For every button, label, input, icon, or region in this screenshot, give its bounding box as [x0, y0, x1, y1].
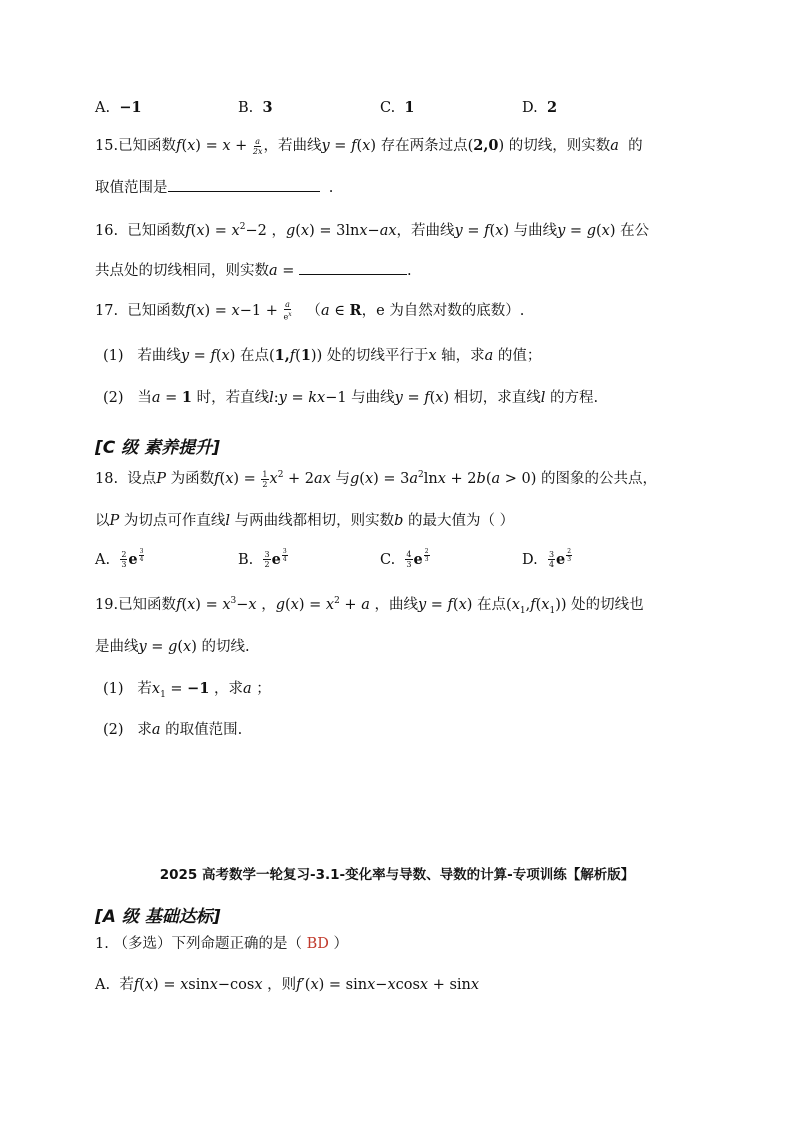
option-c: C. $\frac{4}{3}$ e $^{\frac{2}{3}}$: [380, 548, 429, 570]
section-c-heading: [C 级 素养提升]: [95, 438, 220, 458]
answer-blank: [168, 179, 320, 192]
option-c: C. 1: [380, 99, 415, 116]
option-b: B. 3: [238, 99, 273, 116]
option-a: A. $\frac{2}{3}$ e $^{\frac{3}{4}}$: [95, 548, 144, 570]
question-19-part-2: (2) 求a 的取值范围.: [103, 722, 243, 738]
document-title: 2025 高考数学一轮复习-3.1-变化率与导数、导数的计算-专项训练【解析版】: [159, 867, 635, 883]
section-a-heading: [A 级 基础达标]: [95, 907, 221, 927]
question-1-option-a: A. 若f(x) = xsinx−cosx ，则f′(x) = sinx−xcosx + sinx: [95, 977, 480, 993]
option-b: B. $\frac{3}{2}$ e $^{\frac{3}{4}}$: [238, 548, 287, 570]
option-a: A. −1: [95, 99, 142, 116]
question-1-line-1: 1. （多选）下列命题正确的是（ BD ）: [95, 936, 348, 952]
question-19-line-2: 是曲线y = g(x) 的切线.: [95, 639, 250, 655]
option-d: D. $\frac{3}{4}$ e $^{\frac{2}{3}}$: [522, 548, 572, 570]
question-15-line-2: 取值范围是 .: [95, 180, 334, 196]
question-18-line-2: 以P 为切点可作直线l 与两曲线都相切，则实数b 的最大值为（ ）: [95, 513, 515, 529]
question-15-line-1: 15.已知函数f(x) = x + $\frac{a}{2x}$ ，若曲线y = f(x) 存在两条过点(2,0) 的切线，则实数a 的: [95, 136, 643, 156]
question-19-part-1: (1) 若$x_1 = -1$ ，求a ；: [103, 680, 271, 700]
option-d: D. 2: [522, 99, 558, 116]
answer-text: BD: [306, 936, 329, 952]
question-17-part-1: (1) 若曲线y = f(x) 在点(1,f(1)) 处的切线平行于x 轴，求a 的值；: [103, 347, 542, 364]
answer-blank: [299, 262, 407, 275]
question-18-line-1: 18. 设点P 为函数f(x) = $\frac{1}{2}$ $x^2 + 2ax$ 与$g(x) = 3a^2\ln x + 2b(a > 0)$ 的图象的公共点，: [95, 469, 658, 489]
question-17-part-2: (2) 当a = 1 时，若直线l:y = kx−1 与曲线y = f(x) 相切，求直线l 的方程.: [103, 389, 599, 406]
question-16-line-2: 共点处的切线相同，则实数a = .: [95, 263, 412, 279]
question-17-line-1: 17. 已知函数f(x) = x−1 + $\frac{a}{e^x}$ （a ∈ R，e 为自然对数的底数）.: [95, 300, 525, 322]
question-19-line-1: 19.已知函数$f(x) = x^3-x$ ，$g(x) = x^2 + a$ ，曲线y = f(x) 在点$(x_1,f(x_1))$ 处的切线也: [95, 596, 644, 616]
question-16-line-1: 16. 已知函数$f(x) = x^2-2$ ，g(x) = 3lnx−ax，若曲线y = f(x) 与曲线y = g(x) 在公: [95, 222, 650, 239]
